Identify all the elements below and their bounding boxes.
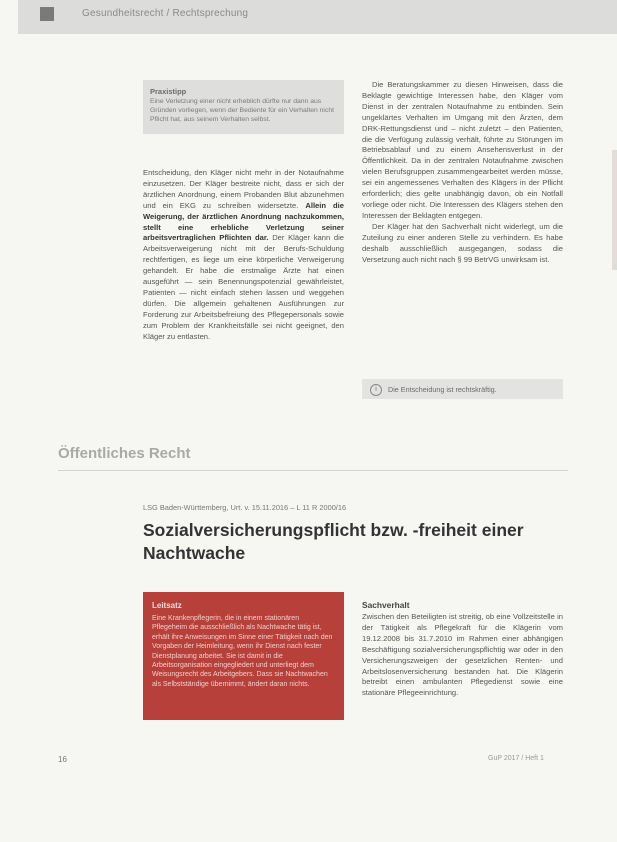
journal-issue: GuP 2017 / Heft 1 xyxy=(488,755,544,762)
leitsatz-heading: Leitsatz xyxy=(152,601,182,610)
left-para-part2: Der Kläger kann die Arbeitsverweigerung nicht mit der Berufs-Schuldung rechtfertigen, es liege um eine körperliche Verweigerung gehandelt. Er habe die erstmalige Ärzte hat einen ausgeführt — sein Benennungspotenzial gewährleistet, Patienten — nicht einfach stehen lassen und weggehen dürfen. Die allgemein gehaltenen Ausführungen zur Forderung zur Arbeitsbefreiung des Pflegepersonals sowie zum Problem der Krankheitsfälle sei nicht geeignet, den Kläger zu entlasten. xyxy=(143,233,344,341)
header-title: Gesundheitsrecht / Rechtsprechung xyxy=(82,8,249,19)
sachverhalt-text: Zwischen den Beteiligten ist streitig, ob eine Vollzeitstelle in der Tätigkeit als Pflegekraft für die Klägerin vom 19.12.2008 bis 31.7.2010 im Rahmen einer abhängigen Beschäftigung sozialversicherungspflichtig war oder in den Versicherungszweigen der gesetzlichen Renten- und Arbeitslosenversicherung bestanden hat. Die Klägerin betreibt einen ambulanten Pflegedienst sowie eine stationäre Pflegeeinrichtung. xyxy=(362,612,563,698)
info-box-text: Die Entscheidung ist rechtskräftig. xyxy=(388,385,497,394)
right-para-1: Die Beratungskammer zu diesen Hinweisen, dass die Beklagte gewichtige Interessen habe, den Kläger vom Dienst in der zentralen Notaufnahme zu entbinden. Sein ungeklärtes Verhalten im Umgang mit den Ärzten, dem DRK-Rettungsdienst und – nicht zuletzt – den Patienten, die die Verfügung zulässig verhält, führte zu Störungen im Betriebsablauf und zu einem Ansehensverlust in der Öffentlichkeit. Da in der zentralen Notaufnahme zwischen vielen Berufsgruppen zusammengearbeitet werden müsse, sei ein angemessenes Verhalten des Klägers in der Pflicht erforderlich; dies gelte unabhängig davon, ob ein Notfall vorliege oder nicht. Die Interessen des Klägers stehen den Interessen der Beklagten entgegen. xyxy=(362,80,563,220)
page-number: 16 xyxy=(58,755,67,764)
section-title: Öffentliches Recht xyxy=(58,445,191,462)
right-para-2: Der Kläger hat den Sachverhalt nicht widerlegt, um die Zuteilung zu einer anderen Stelle zu verhindern. Es habe deshalb ausschließlich ausgegangen, sodass die Versetzung auch nicht nach § 99 BetrVG unwirksam ist. xyxy=(362,221,563,264)
info-icon: i xyxy=(370,384,382,396)
right-column-text xyxy=(362,80,563,265)
praxistipp-heading: Praxistipp xyxy=(150,87,187,96)
section-divider xyxy=(58,470,568,471)
info-box xyxy=(362,379,563,399)
left-para-bold: Allein die Weigerung, der ärztlichen Anordnung nachzukommen, stellt eine erhebliche Verletzung seiner arbeitsvertraglichen Pflichten dar. xyxy=(143,200,344,243)
left-column-text xyxy=(143,168,344,343)
running-header xyxy=(18,0,617,34)
article-headline: Sozialversicherungspflicht bzw. -freiheit einer Nachtwache xyxy=(143,520,524,563)
sachverhalt-text-block xyxy=(362,612,563,699)
leitsatz-text: Eine Krankenpflegerin, die in einem stationären Pflegeheim die ausschließlich als Nachtwache tätig ist, erhält ihre Anweisungen im Sinne einer Tätigkeit nach den Vorgaben der Heimleitung, wenn ihr Dienst nach fester Dienstplanung arbeitet. Sie ist damit in die Arbeitsorganisation eingegliedert und unterliegt dem Weisungsrecht des Arbeitgebers. Dass sie Nachtwachen als Selbstständige übernimmt, ändert daran nichts. xyxy=(152,615,333,688)
case-reference: LSG Baden-Württemberg, Urt. v. 15.11.2016 – L 11 R 2000/16 xyxy=(143,503,347,512)
praxistipp-text: Eine Verletzung einer nicht erheblich dürfte nur dann aus Gründen vorliegen, wenn der Bediente für ein Verhalten nicht Pflicht hat, aus seinem Verhalten selbst. xyxy=(150,98,335,123)
leitsatz-box xyxy=(143,592,344,720)
sachverhalt-heading: Sachverhalt xyxy=(362,600,410,610)
left-para-part1: Entscheidung, den Kläger nicht mehr in der Notaufnahme einzusetzen. Der Kläger bestreite nicht, dass er sich der ärztlichen Anordnung, einem Probanden Blut abzunehmen und ein EKG zu schreiben widersetzte. xyxy=(143,168,344,210)
page-edge-mark xyxy=(612,150,617,270)
praxistipp-box xyxy=(143,80,344,134)
header-square-icon xyxy=(40,7,54,21)
